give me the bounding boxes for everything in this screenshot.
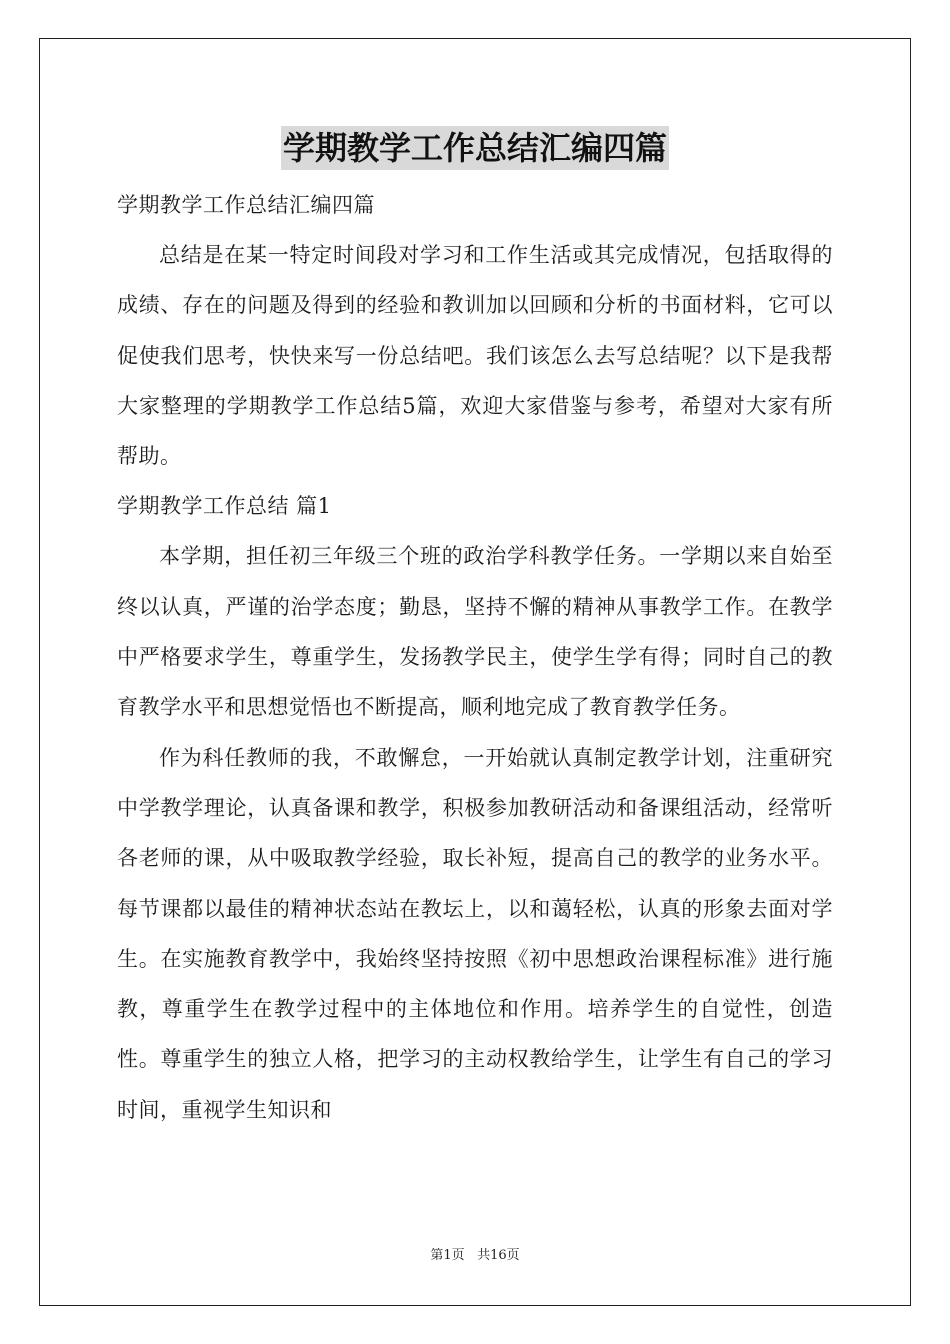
body-paragraph-1: 本学期，担任初三年级三个班的政治学科教学任务。一学期以来自始至终以认真，严谨的治学态度；勤恳，坚持不懈的精神从事教学工作。在教学中严格要求学生，尊重学生，发扬教学民主，使学生学有得；同时自己的教育教学水平和思想觉悟也不断提高，顺利地完成了教育教学任务。 [117,544,833,720]
section-heading: 学期教学工作总结 篇1 [117,494,332,519]
page-footer [0,1247,950,1265]
page-total: 共16页 [477,1248,520,1263]
title-wrap [117,126,833,172]
document-subtitle: 学期教学工作总结汇编四篇 [117,193,375,217]
body-paragraph-2: 作为科任教师的我，不敢懈怠，一开始就认真制定教学计划，注重研究中学教学理论，认真备课和教学，积极参加教研活动和备课组活动，经常听各老师的课，从中吸取教学经验，取长补短，提高自己的教学的业务水平。每节课都以最佳的精神状态站在教坛上，以和蔼轻松，认真的形象去面对学生。在实施教育教学中，我始终坚持按照《初中思想政治课程标准》进行施教，尊重学生在教学过程中的主体地位和作用。培养学生的自觉性，创造性。尊重学生的独立人格，把学习的主动权教给学生，让学生有自己的学习时间，重视学生知识和 [117,745,833,1122]
document-title: 学期教学工作总结汇编四篇 [281,126,669,170]
document-body [117,126,833,1135]
intro-paragraph: 总结是在某一特定时间段对学习和工作生活或其完成情况，包括取得的成绩、存在的问题及得到的经验和教训加以回顾和分析的书面材料，它可以促使我们思考，快快来写一份总结吧。我们该怎么去写总结呢？以下是我帮大家整理的学期教学工作总结5篇，欢迎大家借鉴与参考，希望对大家有所帮助。 [117,243,833,469]
page-number: 第1页 [430,1248,465,1263]
